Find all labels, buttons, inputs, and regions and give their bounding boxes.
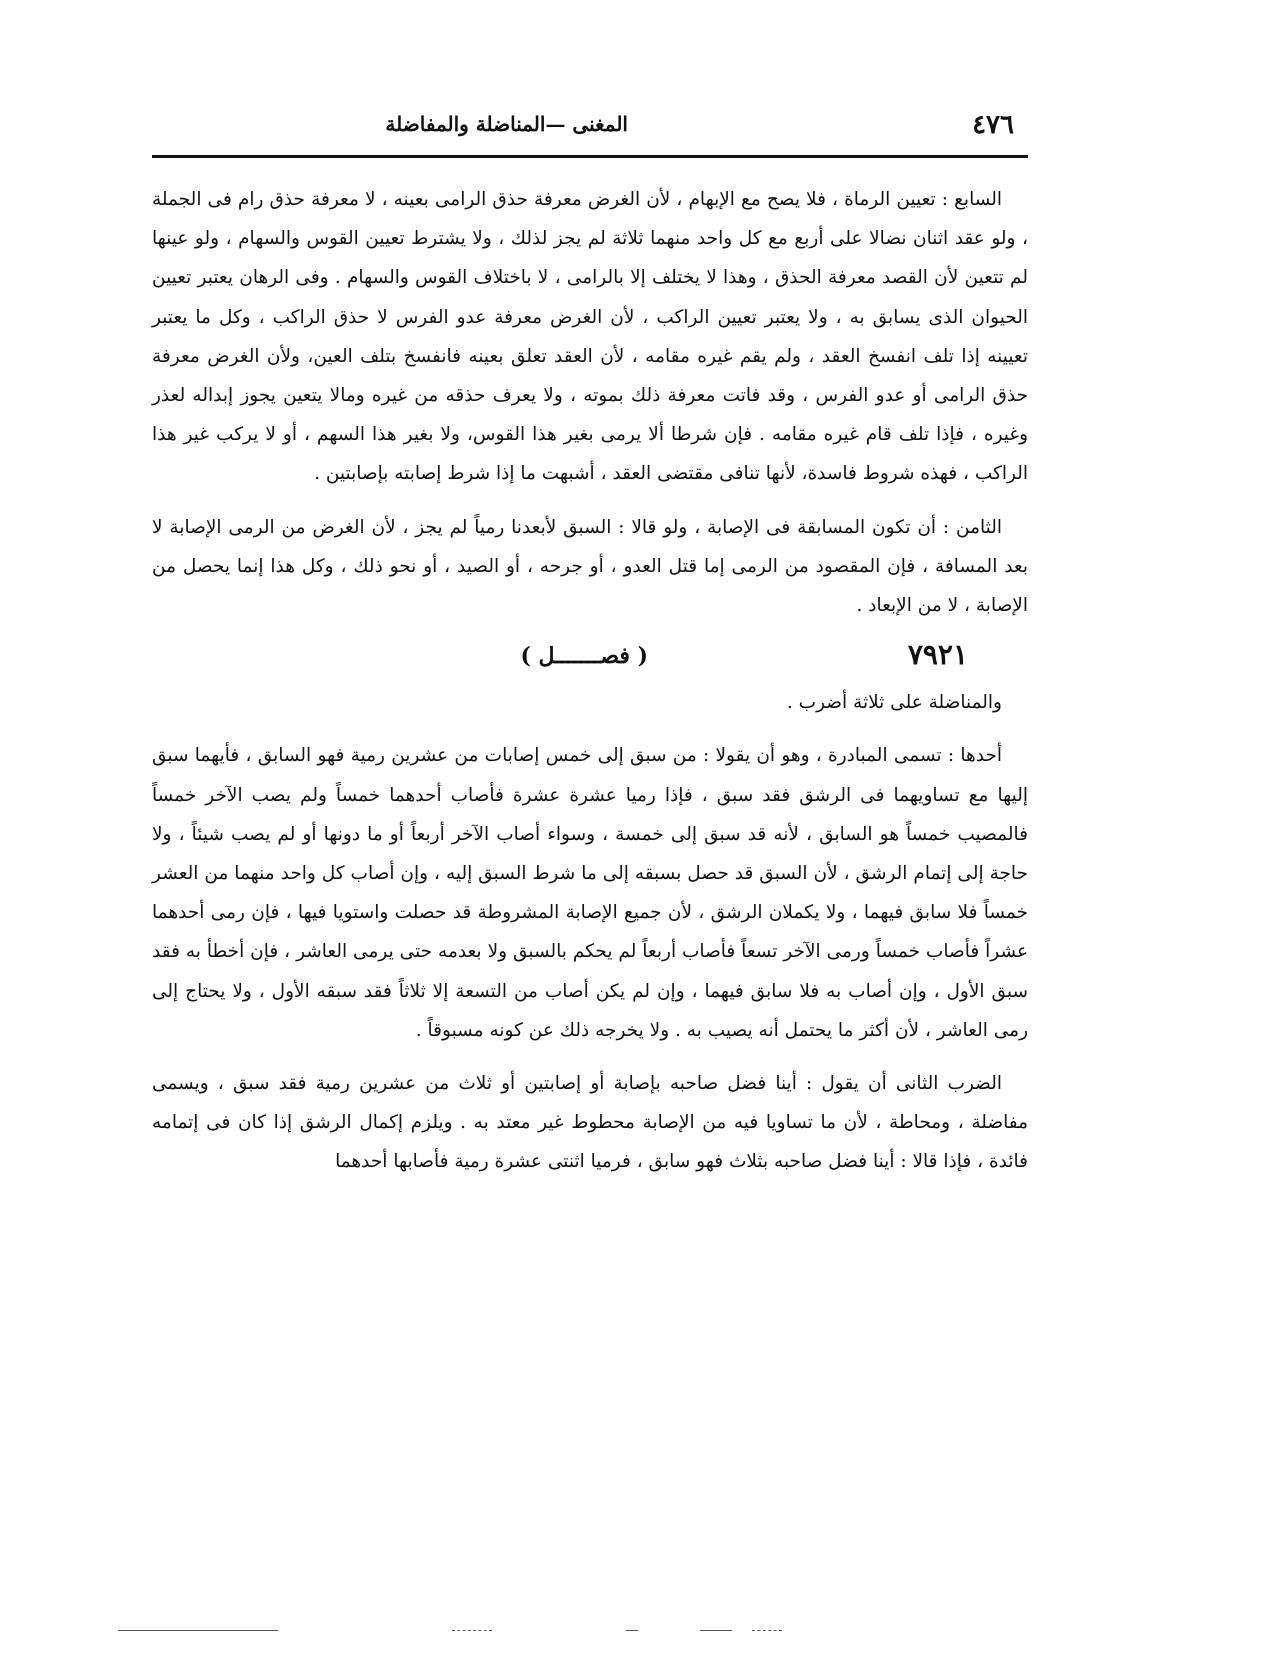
- footer-mark: [452, 1630, 492, 1631]
- section-number: ٧٩٢١: [907, 638, 968, 672]
- header-rule: [152, 155, 1028, 158]
- footer-mark: [752, 1630, 782, 1631]
- running-header: [152, 104, 1028, 154]
- paragraph-seventh-condition: السابع : تعيين الرماة ، فلا يصح مع الإبهام ، لأن الغرض معرفة حذق الرامى بعينه ، لا معرفة حذق رام فى الجملة ، ولو عقد اثنان نضالا على أربع مع كل واحد منهما ثلاثة لم يجز لذلك ، ولا يشترط تعيين القوس والسهام ، ولو عينها لم تتعين لأن القصد معرفة الحذق ، وهذا لا يختلف إلا بالرامى ، لا باختلاف القوس والسهام . وفى الرهان يعتبر تعيين الحيوان الذى يسابق به ، ولا يعتبر تعيين الراكب ، لأن الغرض معرفة عدو الفرس لا حذق الراكب ، وكل ما يعتبر تعيينه إذا تلف انفسخ العقد ، ولم يقم غيره مقامه ، لأن العقد تعلق بعينه فانفسخ بتلف العين، ولأن الغرض معرفة حذق الرامى أو عدو الفرس ، وقد فاتت معرفة ذلك بموته ، ولا يعرف حذقه من غيره ومالا يتعين يجوز إبداله لعذر وغيره ، فإذا تلف قام غيره مقامه . فإن شرطا ألا يرمى بغير هذا القوس، ولا بغير هذا السهم ، أو لا يركب غير هذا الراكب ، فهذه شروط فاسدة، لأنها تنافى مقتضى العقد ، أشبهت ما إذا شرط إصابته بإصابتين .: [152, 189, 1028, 485]
- paragraph-eighth-condition: الثامن : أن تكون المسابقة فى الإصابة ، ولو قالا : السبق لأبعدنا رمياً لم يجز ، لأن الغرض من الرمى الإصابة لا بعد المسافة ، فإن المقصود من الرمى إما قتل العدو ، أو جرحه ، أو الصيد ، أو نحو ذلك ، وكل هذا إنما يحصل من الإصابة ، لا من الإبعاد .: [152, 516, 1028, 617]
- page-number: ٤٧٦: [972, 110, 1014, 140]
- footer-rule: [118, 1630, 278, 1631]
- paragraph-first-type: أحدها : تسمى المبادرة ، وهو أن يقولا : من سبق إلى خمس إصابات من عشرين رمية فهو السابق ، فأيهما سبق إليها مع تساويهما فى الرشق فقد سبق ، فإذا رميا عشرة عشرة فأصاب أحدهما خمساً ولم يصب الآخر خمساً فالمصيب خمساً هو السابق ، لأنه قد سبق إلى خمسة ، وسواء أصاب الآخر أربعاً أو ما دونها أو لم يصب شيئاً ، ولا حاجة إلى إتمام الرشق ، لأن السبق قد حصل بسبقه إلى ما شرط السبق إليه ، وإن أصاب كل واحد منهما من العشر خمساً فلا سابق فيهما ، ولا يكملان الرشق ، لأن جميع الإصابة المشروطة قد حصلت واستويا فيها ، فإن رمى أحدهما عشراً فأصاب خمساً ورمى الآخر تسعاً فأصاب أربعاً لم يحكم بالسبق ولا بعدمه حتى يرمى العاشر ، فإن أخطأ به فقد سبق الأول ، وإن أصاب به فلا سابق فيهما ، وإن لم يكن أصاب من التسعة إلا ثلاثاً فقد سبقه الأول ، ولا يحتاج إلى رمى العاشر ، لأن أكثر ما يحتمل أنه يصيب به . ولا يخرجه ذلك عن كونه مسبوقاً .: [152, 745, 1028, 1041]
- paragraph-intro: والمناضلة على ثلاثة أضرب .: [786, 692, 1002, 714]
- body-text: [152, 180, 1028, 1182]
- paragraph-second-type: الضرب الثانى أن يقول : أينا فضل صاحبه بإصابة أو إصابتين أو ثلاث من عشرين رمية فقد سبق ، ويسمى مفاضلة ، ومحاطة ، لأن ما تساويا فيه من الإصابة محطوط غير معتد به . ويلزم إكمال الرشق إذا كان فى إتمامه فائدة ، فإذا قالا : أينا فضل صاحبه بثلاث فهو سابق ، فرميا اثنتى عشرة رمية فأصابها أحدهما: [152, 1073, 1028, 1173]
- footer-mark: [626, 1630, 638, 1631]
- footer-mark: [700, 1630, 732, 1631]
- section-heading: [152, 635, 1028, 679]
- section-title: ( فصـــــــل ): [520, 643, 648, 670]
- header-title: المغنى —المناضلة والمفاضلة: [385, 112, 628, 136]
